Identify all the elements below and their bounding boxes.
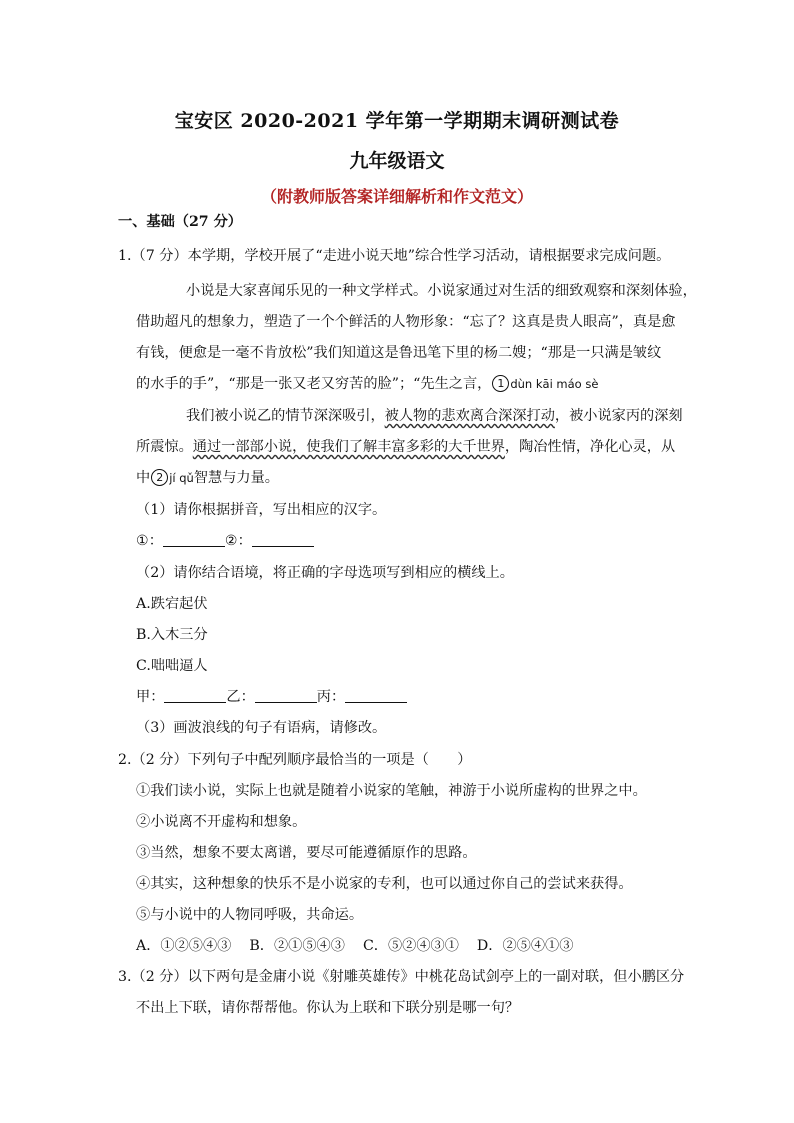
q1-passage-text: 我们被小说乙的情节深深吸引，: [186, 408, 385, 424]
q1-subquestion-1: （1）请你根据拼音，写出相应的汉字。: [136, 502, 387, 518]
fill-label-c: 丙：: [316, 689, 346, 705]
fill-blank-a[interactable]: [164, 688, 226, 703]
q1-passage-line: [136, 437, 675, 457]
q3-stem-line-2: 不出上下联，请你帮帮他。你认为上联和下联分别是哪一句？: [136, 1000, 520, 1016]
q2-sentence-3: ③当然，想象不要太离谱，要尽可能遵循原作的思路。: [136, 845, 477, 861]
q1-passage-line: [136, 374, 598, 394]
q1-passage-line: 小说是大家喜闻乐见的一种文学样式。小说家通过对生活的细致观察和深刻体验，: [186, 283, 697, 299]
q1-passage-text: ，陶冶性情，净化心灵，从: [504, 439, 676, 455]
pinyin-2: jí qǔ: [169, 471, 194, 485]
option-c: C.咄咄逼人: [136, 658, 208, 674]
fill-blank-c[interactable]: [345, 688, 407, 703]
exam-title: 宝安区 2020-2021 学年第一学期期末调研测试卷: [174, 110, 620, 132]
answer-label: ①：: [136, 533, 163, 549]
fill-label-a: 甲：: [136, 689, 165, 705]
q1-passage-line: [186, 406, 683, 426]
q2-sentence-4: ④其实，这种想象的快乐不是小说家的专利，也可以通过你自己的尝试来获得。: [136, 876, 633, 892]
wavy-underlined-text: 通过一部部小说，使我们了解丰富多彩的大千世界: [192, 439, 505, 455]
q1-passage-line: 有钱，便愈是一毫不肯放松”我们知道这是鲁迅笔下里的杨二嫂；“那是一只满是皱纹: [136, 345, 662, 361]
wavy-underlined-text: 被人物的悲欢离合深深打动: [384, 408, 555, 424]
exam-subtitle: 九年级语文: [349, 150, 445, 172]
q3-stem-line-1: 3.（2 分）以下两句是金庸小说《射雕英雄传》中桃花岛试剑亭上的一副对联，但小鹏区分: [118, 969, 685, 985]
q1-passage-line: 借助超凡的想象力，塑造了一个个鲜活的人物形象：“忘了？这真是贵人眼高”，真是愈: [136, 314, 676, 330]
q1-passage-text: ，被小说家丙的深刻: [554, 408, 683, 424]
pinyin-1: dùn kāi máo sè: [510, 377, 599, 391]
q2-stem: 2.（2 分）下列句子中配列顺序最恰当的一项是（ ）: [118, 752, 472, 768]
q1-passage-line: [136, 468, 279, 488]
choice-a[interactable]: A．①②⑤④③: [136, 938, 232, 954]
fill-blank-b[interactable]: [255, 688, 317, 703]
q2-sentence-2: ②小说离不开虚构和想象。: [136, 814, 307, 830]
option-b: B.入木三分: [136, 627, 208, 643]
option-a: A.跌宕起伏: [136, 596, 208, 612]
choice-d[interactable]: D．②⑤④①③: [476, 938, 574, 954]
q1-subquestion-3: （3）画波浪线的句子有语病，请修改。: [136, 720, 387, 736]
q1-passage-text: 智慧与力量。: [193, 470, 279, 486]
choice-b[interactable]: B．②①⑤④③: [249, 938, 345, 954]
q2-choices: [136, 936, 591, 956]
q1-subquestion-2: （2）请你结合语境，将正确的字母选项写到相应的横线上。: [136, 565, 514, 581]
q1-stem: 1.（7 分）本学期，学校开展了“走进小说天地”综合性学习活动，请根据要求完成问题。: [118, 248, 671, 264]
q1-answer-line: [136, 531, 314, 551]
choice-c[interactable]: C．⑤②④③①: [362, 938, 459, 954]
q1-fill-line: [136, 687, 407, 707]
answer-blank-2[interactable]: [252, 532, 314, 547]
section-heading: 一、基础（27 分）: [118, 214, 242, 230]
q2-sentence-1: ①我们读小说，实际上也就是随着小说家的笔触，神游于小说所虚构的世界之中。: [136, 783, 647, 799]
mark-2: 2: [151, 469, 168, 486]
q2-sentence-5: ⑤与小说中的人物同呼吸，共命运。: [136, 907, 364, 923]
fill-label-b: 乙：: [226, 689, 255, 705]
q1-passage-text: 中: [136, 470, 151, 486]
mark-1: 1: [492, 375, 509, 392]
q1-passage-text: 所震惊。: [136, 439, 193, 455]
answer-label: ②：: [224, 533, 252, 549]
q1-passage-text: 的水手的手”，“那是一张又老又穷苦的脸”；“先生之言，: [136, 376, 492, 392]
answer-blank-1[interactable]: [163, 532, 225, 547]
exam-note: （附教师版答案详细解析和作文范文）: [260, 187, 533, 206]
